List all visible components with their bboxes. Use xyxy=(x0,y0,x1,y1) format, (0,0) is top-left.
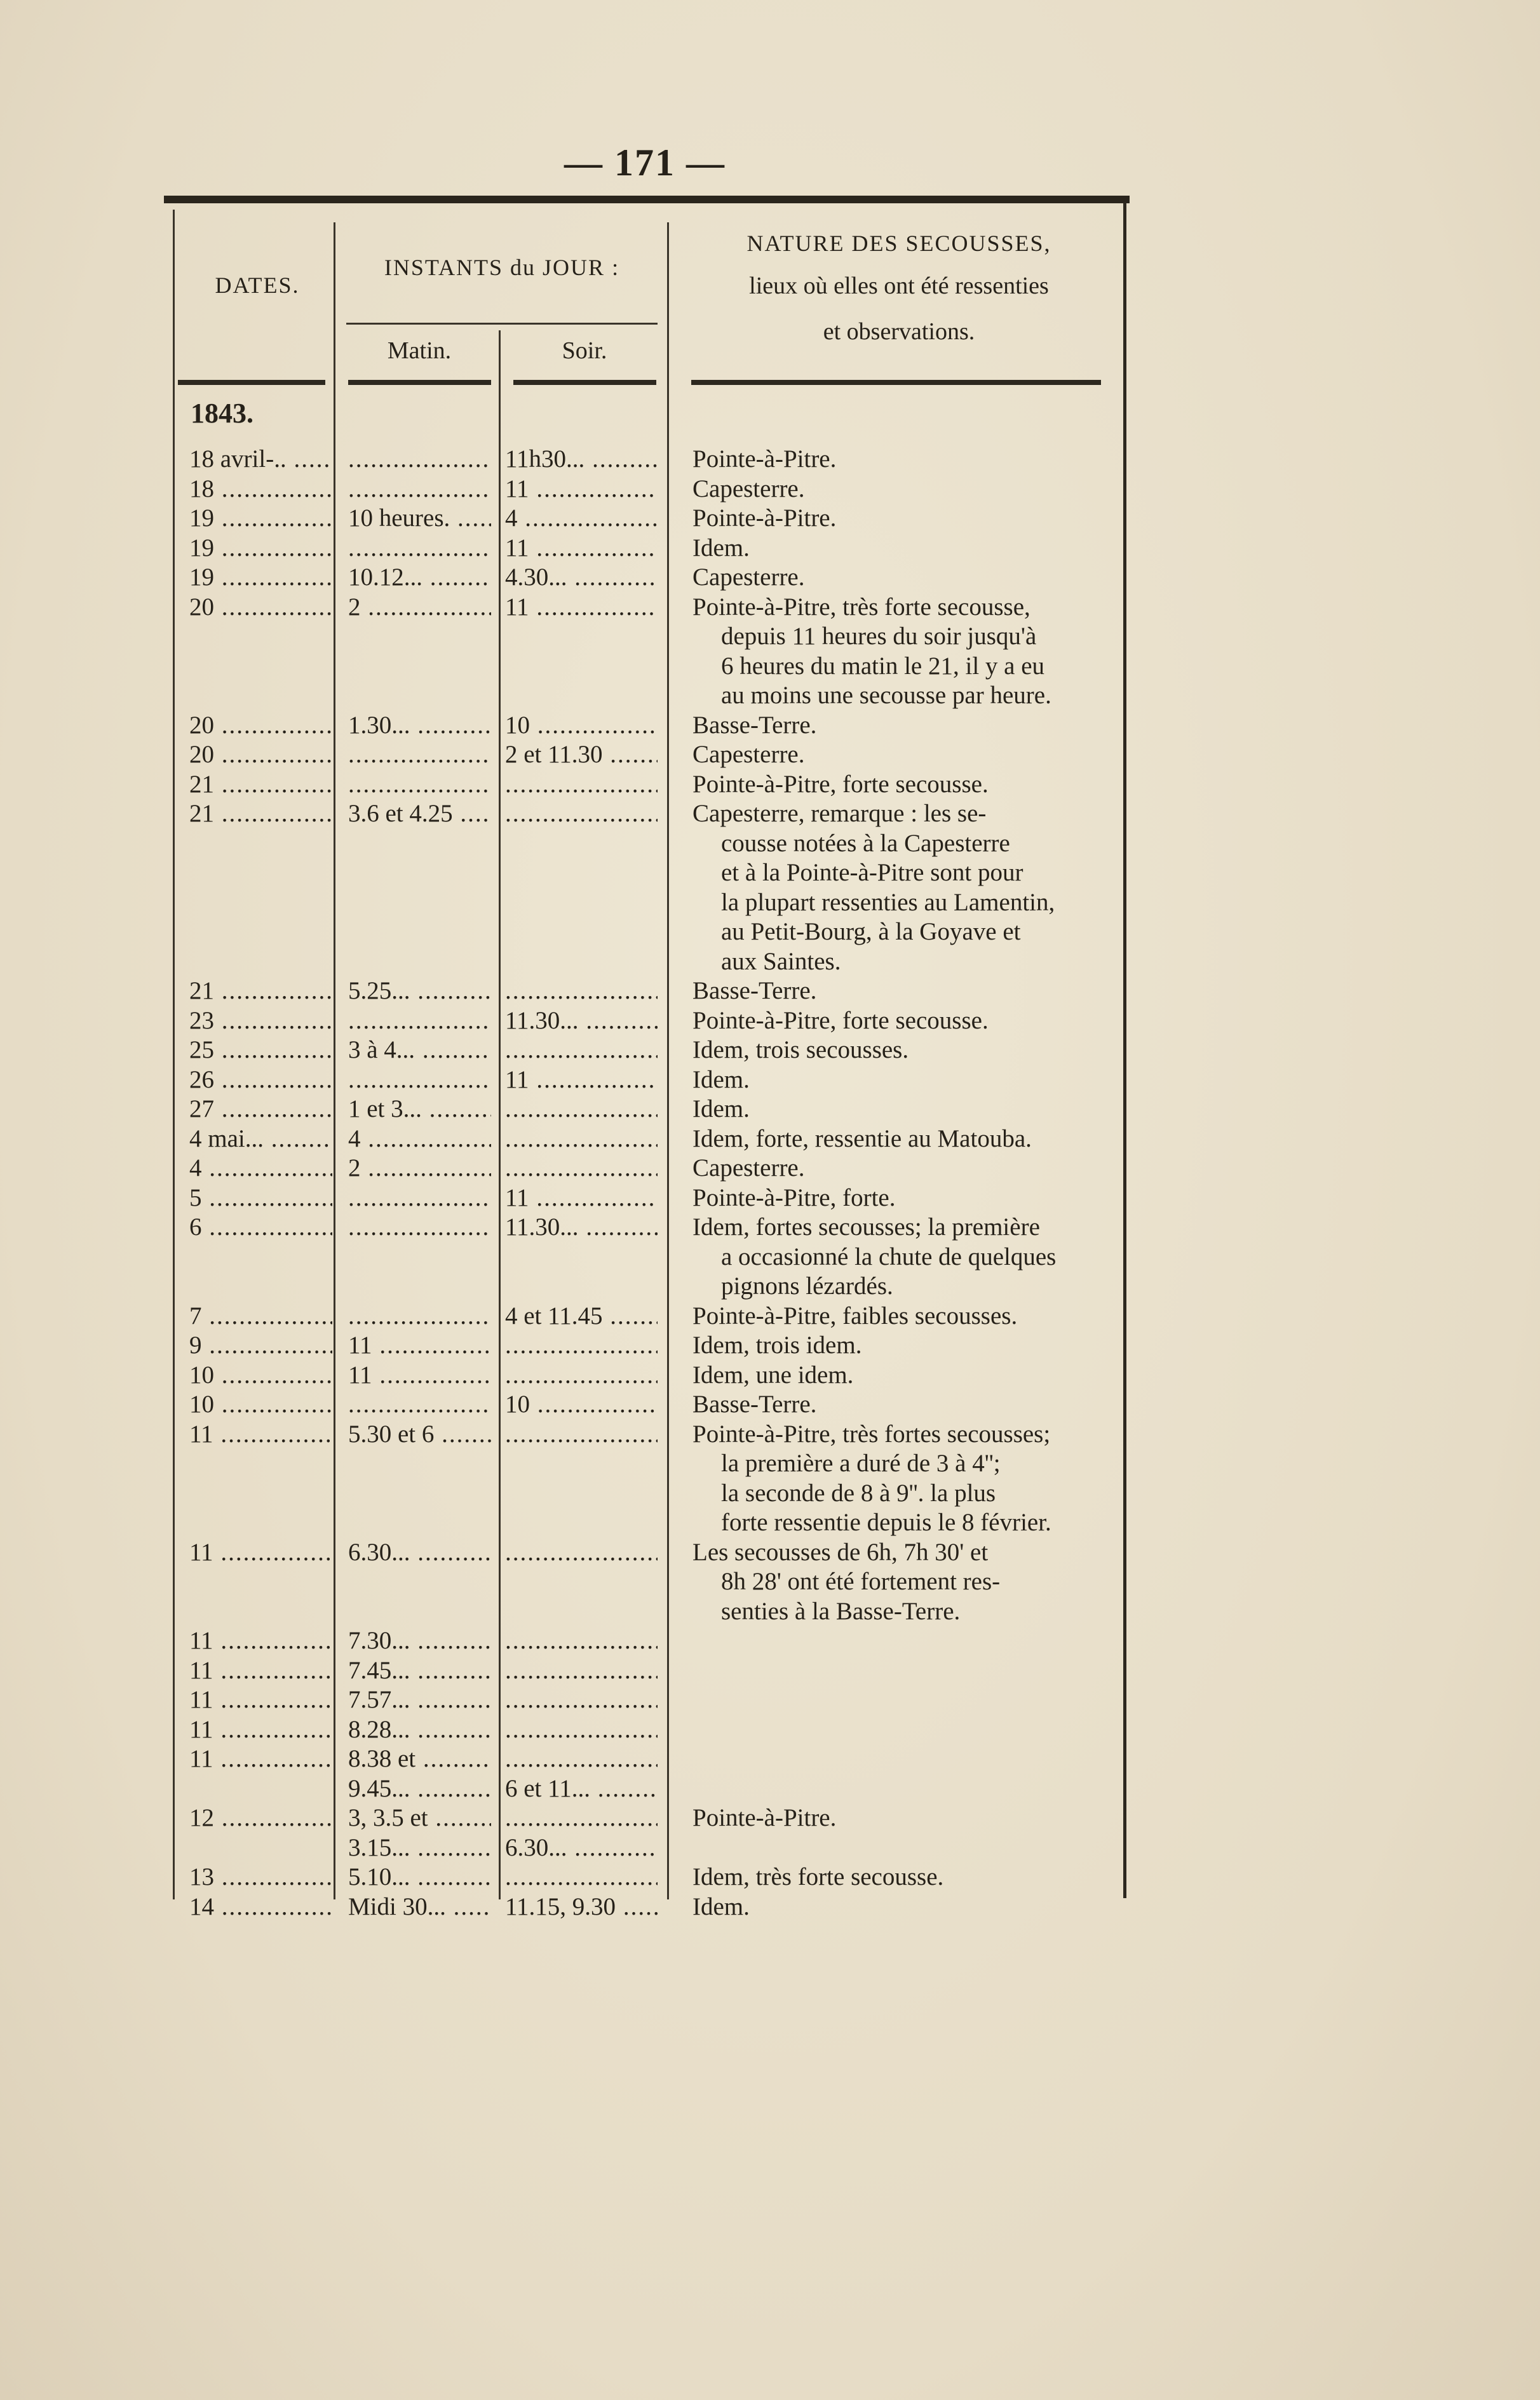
row-soir xyxy=(505,1626,658,1655)
row-note-line: senties à la Basse-Terre. xyxy=(721,1597,961,1625)
row-matin-text: 3, 3.5 et ..... xyxy=(348,1803,491,1833)
row-date xyxy=(189,1420,332,1449)
row-soir-text xyxy=(505,1656,658,1685)
row-matin xyxy=(348,1715,491,1744)
row-date-text: 11 ..... xyxy=(189,1538,332,1567)
row-date-text: 19 ..... xyxy=(189,534,332,563)
row-soir xyxy=(505,976,658,1006)
row-matin xyxy=(348,1035,491,1065)
row-soir xyxy=(505,1035,658,1065)
row-date-text: 21 ..... xyxy=(189,799,332,828)
row-soir xyxy=(505,740,658,769)
row-soir xyxy=(505,1833,658,1863)
row-soir-text: 10 ..... xyxy=(505,1390,658,1419)
row-date xyxy=(189,1124,332,1154)
row-matin-text: 7.45... ..... xyxy=(348,1656,491,1685)
row-matin xyxy=(348,1626,491,1655)
row-soir-text: 11.30... ..... xyxy=(505,1006,658,1035)
row-matin-text: 1 et 3... ..... xyxy=(348,1095,491,1124)
row-date xyxy=(189,1626,332,1655)
row-note-line: Les secousses de 6h, 7h 30' et xyxy=(692,1538,989,1566)
row-matin-text: 3 à 4... ..... xyxy=(348,1035,491,1065)
row-note-line: Idem. xyxy=(692,1892,750,1920)
row-soir-text xyxy=(505,1154,658,1183)
row-matin-text: 5.10... ..... xyxy=(348,1863,491,1892)
row-matin-text xyxy=(348,1390,491,1419)
row-date-text: 14 ..... xyxy=(189,1892,332,1922)
row-note-line: Idem. xyxy=(692,534,750,562)
row-matin-text: 7.30... ..... xyxy=(348,1626,491,1655)
row-date xyxy=(189,1774,332,1803)
column-separator-matin xyxy=(499,330,501,1899)
row-note-line: la plupart ressenties au Lamentin, xyxy=(721,888,1055,916)
row-date xyxy=(189,1656,332,1685)
row-note-line: et à la Pointe-à-Pitre sont pour xyxy=(721,859,1023,886)
row-matin-text: 1.30... ..... xyxy=(348,711,491,740)
row-matin-text: 2 ..... xyxy=(348,1154,491,1183)
row-date xyxy=(189,1035,332,1065)
header-nature-line3: et observations. xyxy=(823,318,975,345)
row-date-text: 4 mai... ..... xyxy=(189,1124,332,1154)
row-matin xyxy=(348,1065,491,1095)
row-matin xyxy=(348,1183,491,1213)
row-soir xyxy=(505,1154,658,1183)
row-matin xyxy=(348,1154,491,1183)
row-date xyxy=(189,1390,332,1419)
row-soir xyxy=(505,1744,658,1774)
row-date-text: 23 ..... xyxy=(189,1006,332,1035)
row-date xyxy=(189,1213,332,1242)
row-soir-text xyxy=(505,1715,658,1744)
row-date xyxy=(189,1863,332,1892)
row-soir xyxy=(505,475,658,504)
row-date xyxy=(189,1892,332,1922)
row-soir xyxy=(505,1892,658,1922)
row-matin xyxy=(348,445,491,474)
row-soir-text: 6.30... ..... xyxy=(505,1833,658,1863)
row-soir-text xyxy=(505,1420,658,1449)
row-matin xyxy=(348,1302,491,1331)
row-matin xyxy=(348,740,491,769)
row-note-line: Basse-Terre. xyxy=(692,1391,817,1418)
row-matin-text: 10 heures. ..... xyxy=(348,504,491,533)
row-date-text: 19 ..... xyxy=(189,563,332,592)
row-date-text: 21 ..... xyxy=(189,976,332,1006)
row-note-line: forte ressentie depuis le 8 février. xyxy=(721,1509,1051,1536)
row-note-line: Idem, forte, ressentie au Matouba. xyxy=(692,1124,1032,1152)
row-note-line: Pointe-à-Pitre, forte secousse. xyxy=(692,1006,989,1034)
row-soir-text xyxy=(505,1863,658,1892)
row-soir-text: 6 et 11... ..... xyxy=(505,1774,658,1803)
row-soir-text: 11 ..... xyxy=(505,593,658,622)
row-note-line: Capesterre, remarque : les se- xyxy=(692,800,987,827)
row-matin xyxy=(348,563,491,592)
row-soir xyxy=(505,1006,658,1035)
row-soir xyxy=(505,1538,658,1567)
row-soir-text: 11 ..... xyxy=(505,1065,658,1095)
row-date xyxy=(189,740,332,769)
row-soir xyxy=(505,593,658,622)
row-soir xyxy=(505,504,658,533)
row-matin xyxy=(348,1420,491,1449)
row-matin-text: 3.6 et 4.25 ..... xyxy=(348,799,491,828)
row-note-line: Pointe-à-Pitre. xyxy=(692,1804,837,1831)
row-soir xyxy=(505,1715,658,1744)
row-soir-text: 10 ..... xyxy=(505,711,658,740)
row-soir xyxy=(505,1420,658,1449)
row-matin xyxy=(348,1390,491,1419)
row-note-line: Pointe-à-Pitre, forte secousse. xyxy=(692,770,989,798)
header-nature-line1: NATURE DES SECOUSSES, xyxy=(746,231,1051,256)
row-date xyxy=(189,1538,332,1567)
header-dates: DATES. xyxy=(215,273,300,298)
row-matin-text xyxy=(348,1213,491,1242)
row-matin xyxy=(348,475,491,504)
row-soir-text xyxy=(505,770,658,799)
header-instants: INSTANTS du JOUR : xyxy=(384,255,620,280)
row-date-text: 20 ..... xyxy=(189,711,332,740)
row-date-text: 9 ..... xyxy=(189,1331,332,1360)
row-date xyxy=(189,1685,332,1715)
row-matin xyxy=(348,711,491,740)
row-date-text: 11 ..... xyxy=(189,1715,332,1744)
row-matin-text: 7.57... ..... xyxy=(348,1685,491,1715)
header-matin: Matin. xyxy=(387,337,452,364)
row-date xyxy=(189,1302,332,1331)
row-date-text: 10 ..... xyxy=(189,1361,332,1390)
row-note-line: Pointe-à-Pitre, très forte secousse, xyxy=(692,593,1030,621)
row-note-line: cousse notées à la Capesterre xyxy=(721,829,1010,857)
row-note-line: Basse-Terre. xyxy=(692,711,817,739)
row-date xyxy=(189,711,332,740)
row-date xyxy=(189,1803,332,1833)
year-heading: 1843. xyxy=(191,398,253,429)
table-left-border xyxy=(173,210,175,1899)
row-soir-text: 11.15, 9.30 ..... xyxy=(505,1892,658,1922)
row-date-text: 20 ..... xyxy=(189,593,332,622)
row-soir-text xyxy=(505,1124,658,1154)
row-soir xyxy=(505,1685,658,1715)
row-note-line: Pointe-à-Pitre. xyxy=(692,445,837,473)
row-soir-text xyxy=(505,1095,658,1124)
row-matin-text xyxy=(348,1065,491,1095)
row-date xyxy=(189,1183,332,1213)
row-matin-text xyxy=(348,445,491,474)
row-date-text: 21 ..... xyxy=(189,770,332,799)
row-soir xyxy=(505,1213,658,1242)
row-soir-text xyxy=(505,1035,658,1065)
row-date-text: 6 ..... xyxy=(189,1213,332,1242)
row-date-text: 11 ..... xyxy=(189,1656,332,1685)
row-soir xyxy=(505,1095,658,1124)
row-note-line: pignons lézardés. xyxy=(721,1272,893,1300)
row-soir-text xyxy=(505,1685,658,1715)
row-matin xyxy=(348,1006,491,1035)
row-matin xyxy=(348,1892,491,1922)
row-matin-text xyxy=(348,475,491,504)
row-note-line: Idem, fortes secousses; la première xyxy=(692,1213,1040,1241)
row-date-text: 7 ..... xyxy=(189,1302,332,1331)
row-note-line: la première a duré de 3 à 4''; xyxy=(721,1450,1001,1477)
row-matin-text: 8.28... ..... xyxy=(348,1715,491,1744)
row-note-line: Capesterre. xyxy=(692,563,805,591)
row-date xyxy=(189,534,332,563)
row-soir-text: 11 ..... xyxy=(505,475,658,504)
row-matin-text: 11 ..... xyxy=(348,1361,491,1390)
header-rule-matin xyxy=(348,380,491,385)
row-note-line: Idem, trois idem. xyxy=(692,1331,862,1359)
header-nature-line2: lieux où elles ont été ressenties xyxy=(749,273,1049,299)
row-note-line: au Petit-Bourg, à la Goyave et xyxy=(721,918,1021,945)
row-note-line: Pointe-à-Pitre, faibles secousses. xyxy=(692,1302,1018,1330)
row-soir xyxy=(505,1183,658,1213)
row-soir-text xyxy=(505,976,658,1006)
row-soir-text: 11.30... ..... xyxy=(505,1213,658,1242)
row-date xyxy=(189,799,332,828)
row-date-text: 5 ..... xyxy=(189,1183,332,1213)
row-matin-text: 9.45... ..... xyxy=(348,1774,491,1803)
row-note-line: Capesterre. xyxy=(692,1154,805,1182)
row-matin-text: Midi 30... ..... xyxy=(348,1892,491,1922)
row-matin-text: 5.25... ..... xyxy=(348,976,491,1006)
row-note-line: Idem, trois secousses. xyxy=(692,1036,909,1063)
row-matin-text xyxy=(348,1302,491,1331)
row-soir xyxy=(505,1331,658,1360)
row-note-line: Pointe-à-Pitre. xyxy=(692,504,837,532)
row-soir xyxy=(505,799,658,828)
row-soir-text xyxy=(505,1626,658,1655)
row-note-line: 6 heures du matin le 21, il y a eu xyxy=(721,652,1045,680)
row-matin-text xyxy=(348,534,491,563)
row-date xyxy=(189,445,332,474)
row-note-line: a occasionné la chute de quelques xyxy=(721,1243,1057,1271)
row-date-text: 13 ..... xyxy=(189,1863,332,1892)
row-date-text: 26 ..... xyxy=(189,1065,332,1095)
row-soir-text: 11 ..... xyxy=(505,1183,658,1213)
row-soir xyxy=(505,711,658,740)
row-date xyxy=(189,1065,332,1095)
row-date-text: 10 ..... xyxy=(189,1390,332,1419)
row-soir xyxy=(505,1124,658,1154)
row-note-line: depuis 11 heures du soir jusqu'à xyxy=(721,623,1037,650)
row-date xyxy=(189,1715,332,1744)
row-soir-text xyxy=(505,799,658,828)
row-matin xyxy=(348,1685,491,1715)
row-soir-text: 2 et 11.30 ..... xyxy=(505,740,658,769)
row-soir xyxy=(505,1390,658,1419)
row-date xyxy=(189,563,332,592)
row-date xyxy=(189,1361,332,1390)
row-soir xyxy=(505,1863,658,1892)
page-number: — 171 — xyxy=(564,142,726,184)
row-matin xyxy=(348,1538,491,1567)
row-soir-text xyxy=(505,1331,658,1360)
row-soir xyxy=(505,1361,658,1390)
row-soir xyxy=(505,770,658,799)
row-note-line: Capesterre. xyxy=(692,475,805,502)
row-matin xyxy=(348,799,491,828)
row-matin xyxy=(348,504,491,533)
row-soir-text xyxy=(505,1361,658,1390)
row-note-line: Idem, une idem. xyxy=(692,1361,854,1389)
row-matin xyxy=(348,1863,491,1892)
header-rule-soir xyxy=(513,380,656,385)
row-date xyxy=(189,770,332,799)
row-date-text: 12 ..... xyxy=(189,1803,332,1833)
row-matin xyxy=(348,770,491,799)
header-rule-dates xyxy=(178,380,325,385)
row-soir-text xyxy=(505,1744,658,1774)
row-matin-text: 5.30 et 6 ..... xyxy=(348,1420,491,1449)
row-date xyxy=(189,504,332,533)
row-matin-text: 8.38 et ..... xyxy=(348,1744,491,1774)
row-matin-text xyxy=(348,740,491,769)
row-matin xyxy=(348,1833,491,1863)
row-date-text: 11 ..... xyxy=(189,1420,332,1449)
row-soir-text: 4 ..... xyxy=(505,504,658,533)
row-matin xyxy=(348,1213,491,1242)
row-soir xyxy=(505,1656,658,1685)
row-soir xyxy=(505,1065,658,1095)
row-soir-text: 4 et 11.45 ..... xyxy=(505,1302,658,1331)
row-note-line: aux Saintes. xyxy=(721,947,841,975)
row-matin-text xyxy=(348,770,491,799)
row-matin xyxy=(348,1656,491,1685)
header-instants-rule xyxy=(346,323,658,325)
row-date xyxy=(189,1006,332,1035)
row-soir xyxy=(505,563,658,592)
row-date xyxy=(189,1833,332,1863)
row-matin-text xyxy=(348,1183,491,1213)
row-matin xyxy=(348,593,491,622)
row-date xyxy=(189,475,332,504)
header-soir: Soir. xyxy=(562,337,607,364)
row-note-line: Pointe-à-Pitre, très fortes secousses; xyxy=(692,1420,1051,1448)
row-matin xyxy=(348,534,491,563)
row-date xyxy=(189,1154,332,1183)
row-matin-text: 11 ..... xyxy=(348,1331,491,1360)
row-note-line: Basse-Terre. xyxy=(692,977,817,1004)
row-matin xyxy=(348,1095,491,1124)
row-matin xyxy=(348,1361,491,1390)
row-date-text: 18 avril-.. ..... xyxy=(189,445,332,474)
row-note-line: Idem. xyxy=(692,1065,750,1093)
row-soir xyxy=(505,1803,658,1833)
row-date xyxy=(189,1744,332,1774)
row-note-line: Idem, très forte secousse. xyxy=(692,1863,944,1891)
table-right-border xyxy=(1123,202,1126,1898)
row-soir-text xyxy=(505,1538,658,1567)
row-date-text: 25 ..... xyxy=(189,1035,332,1065)
row-date xyxy=(189,1095,332,1124)
row-matin-text: 10.12... ..... xyxy=(348,563,491,592)
row-note-line: Capesterre. xyxy=(692,741,805,768)
row-soir-text: 4.30... ..... xyxy=(505,563,658,592)
row-matin xyxy=(348,1744,491,1774)
row-soir xyxy=(505,445,658,474)
row-date-text: 19 ..... xyxy=(189,504,332,533)
row-soir xyxy=(505,534,658,563)
header-rule-nature xyxy=(691,380,1101,385)
row-date-text: 4 ..... xyxy=(189,1154,332,1183)
row-date-text: 11 ..... xyxy=(189,1626,332,1655)
row-date-text: 20 ..... xyxy=(189,740,332,769)
row-matin xyxy=(348,1774,491,1803)
row-date xyxy=(189,593,332,622)
row-soir-text: 11h30... ..... xyxy=(505,445,658,474)
row-matin-text: 6.30... ..... xyxy=(348,1538,491,1567)
row-date-text: 27 ..... xyxy=(189,1095,332,1124)
row-date xyxy=(189,1331,332,1360)
row-soir-text xyxy=(505,1803,658,1833)
row-matin xyxy=(348,1331,491,1360)
row-date xyxy=(189,976,332,1006)
row-note-line: au moins une secousse par heure. xyxy=(721,682,1051,709)
row-matin-text: 3.15... ..... xyxy=(348,1833,491,1863)
row-date-text: 11 ..... xyxy=(189,1685,332,1715)
row-soir xyxy=(505,1302,658,1331)
row-matin xyxy=(348,976,491,1006)
row-note-line: Pointe-à-Pitre, forte. xyxy=(692,1183,896,1211)
row-matin-text: 4 ..... xyxy=(348,1124,491,1154)
row-soir-text: 11 ..... xyxy=(505,534,658,563)
column-separator-dates xyxy=(334,222,335,1899)
row-note-line: Idem. xyxy=(692,1095,750,1122)
row-date-text: 18 ..... xyxy=(189,475,332,504)
row-matin-text xyxy=(348,1006,491,1035)
column-separator-soir xyxy=(667,222,669,1899)
row-note-line: 8h 28' ont été fortement res- xyxy=(721,1568,1001,1595)
row-date-text: 11 ..... xyxy=(189,1744,332,1774)
row-matin xyxy=(348,1803,491,1833)
row-matin-text: 2 ..... xyxy=(348,593,491,622)
row-soir xyxy=(505,1774,658,1803)
row-note-line: la seconde de 8 à 9''. la plus xyxy=(721,1479,996,1507)
row-matin xyxy=(348,1124,491,1154)
